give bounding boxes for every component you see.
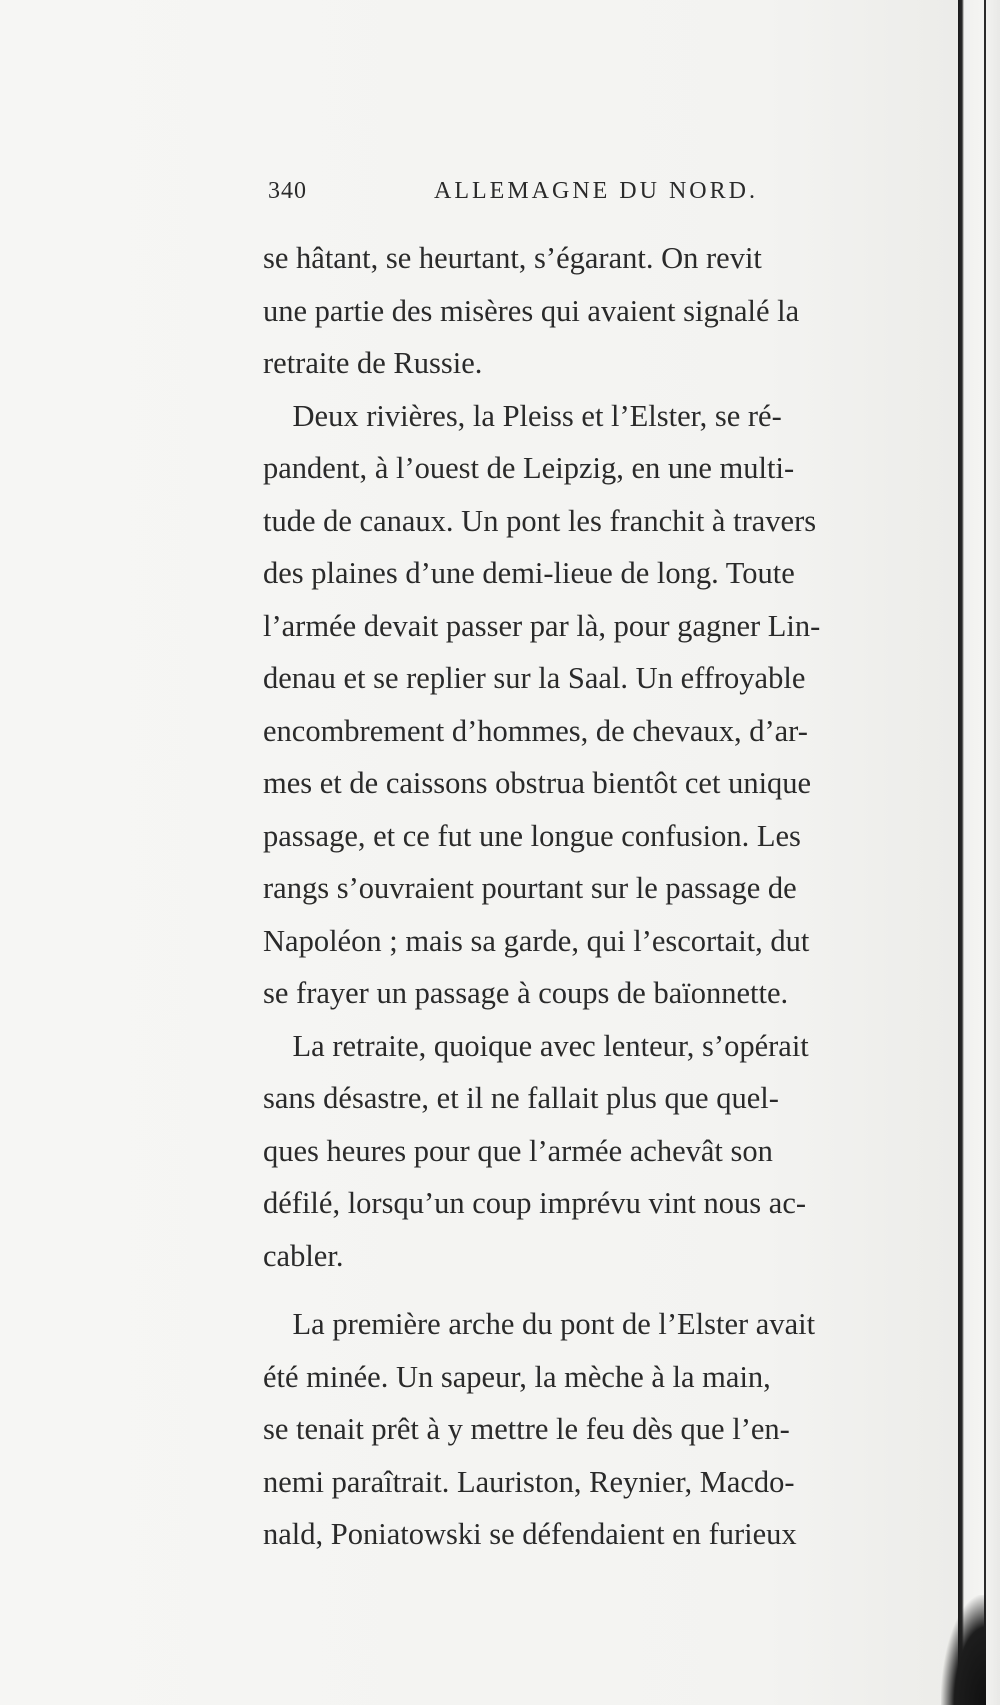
text-line: des plaines d’une demi-lieue de long. Toute	[263, 555, 795, 590]
text-line: nemi paraîtrait. Lauriston, Reynier, Macdo-	[263, 1463, 795, 1499]
text-line: cabler.	[263, 1237, 344, 1273]
text-line: ques heures pour que l’armée achevât son	[263, 1132, 773, 1168]
text-line: été minée. Un sapeur, la mèche à la main,	[263, 1358, 771, 1394]
text-line: retraite de Russie.	[263, 345, 483, 380]
text-line: Napoléon ; mais sa garde, qui l’escortait, dut	[263, 922, 810, 958]
text-line: se frayer un passage à coups de baïonnette.	[263, 975, 789, 1010]
text-line: denau et se replier sur la Saal. Un effroyable	[263, 660, 806, 695]
text-line: défilé, lorsqu’un coup imprévu vint nous ac-	[263, 1185, 807, 1220]
text-line: rangs s’ouvraient pourtant sur le passage de	[263, 870, 797, 905]
page-header	[268, 178, 764, 218]
paragraph-start: La première arche du pont de l’Elster avait	[292, 1306, 816, 1341]
text-line: mes et de caissons obstrua bientôt cet unique	[263, 765, 812, 800]
text-line: se hâtant, se heurtant, s’égarant. On revit	[263, 240, 762, 275]
text-line: se tenait prêt à y mettre le feu dès que l’en-	[263, 1411, 790, 1446]
text-line: encombrement d’hommes, de chevaux, d’ar-	[263, 712, 808, 748]
paragraph-start: La retraite, quoique avec lenteur, s’opérait	[292, 1027, 809, 1063]
page-edge-shadow	[958, 0, 1000, 1705]
text-line: pandent, à l’ouest de Leipzig, en une multi-	[263, 450, 795, 485]
text-line: nald, Poniatowski se défendaient en furieux	[263, 1516, 797, 1551]
running-head: ALLEMAGNE DU NORD.	[434, 178, 758, 204]
page-number: 340	[268, 178, 307, 204]
page-edge-inner	[984, 0, 1000, 1705]
paragraph-start: Deux rivières, la Pleiss et l’Elster, se ré-	[292, 397, 782, 433]
text-line: une partie des misères qui avaient signalé la	[263, 292, 800, 328]
body-text	[263, 232, 893, 1561]
text-line: sans désastre, et il ne fallait plus que quel-	[263, 1080, 779, 1115]
text-line: l’armée devait passer par là, pour gagner Lin-	[263, 607, 821, 643]
text-line: passage, et ce fut une longue confusion. Les	[263, 817, 801, 853]
page-curl-shadow	[941, 1595, 986, 1705]
text-line: tude de canaux. Un pont les franchit à travers	[263, 502, 817, 538]
